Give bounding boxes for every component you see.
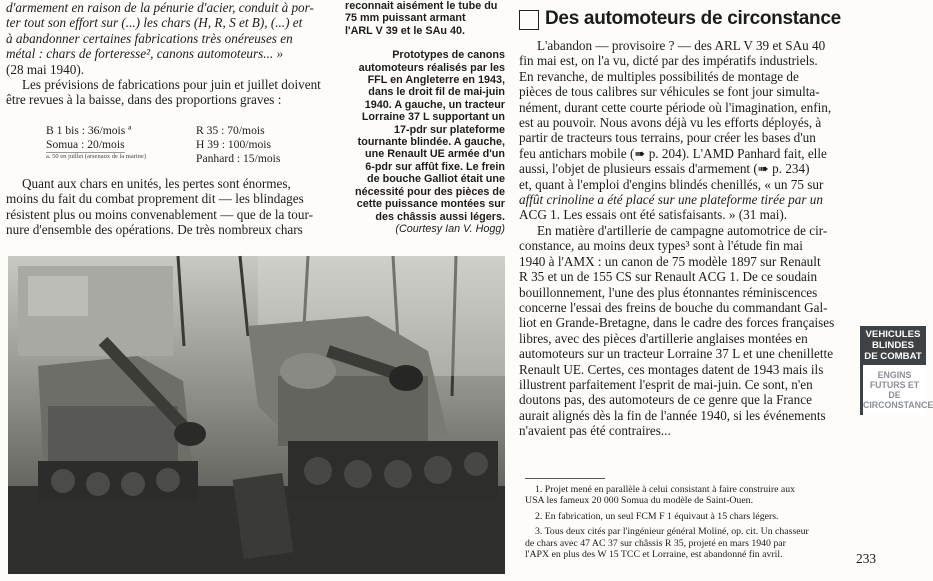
text-line: aussi, l'objet de plusieurs essais d'armement (➠ p. 234) bbox=[519, 161, 810, 177]
photo-credit: (Courtesy Ian V. Hogg) bbox=[395, 222, 505, 235]
table-cell: H 39 : 100/mois bbox=[196, 138, 272, 151]
text-line: à abandonner certaines fabrications très onéreuses en bbox=[6, 30, 293, 46]
footnote bbox=[525, 526, 851, 560]
caption-line: FFL en Angleterre en 1943, bbox=[367, 74, 505, 87]
text-line: est au pouvoir. Nous avons déjà vu les efforts déployés, à bbox=[519, 115, 822, 131]
text-line: partir de tracteurs tous terrains, pour créer les bases d'un bbox=[519, 130, 816, 146]
right-body-text bbox=[519, 38, 849, 439]
footnote-line: l'APX en plus des W 15 TCC et Lorraine, est abandonné fin avril. bbox=[525, 549, 783, 561]
footnote-line: USA les fameux 20 000 Somua du modèle de Saint-Ouen. bbox=[525, 495, 754, 507]
section-heading: Des automoteurs de circonstance bbox=[545, 8, 841, 29]
text-line: résistent plus ou moins convenablement — que de la tour- bbox=[6, 206, 314, 222]
photo-caption bbox=[345, 0, 505, 235]
caption-line: cette puissance montées sur bbox=[356, 198, 505, 211]
text-line: affût crinoline a été placé sur une plateforme tirée par un bbox=[519, 192, 823, 208]
text-line: bouillonnement, l'une des plus étonnantes réminiscences bbox=[519, 284, 818, 300]
chapter-tab-section bbox=[860, 365, 933, 415]
page-number: 233 bbox=[856, 551, 877, 566]
text-line: métal : chars de forteresse², canons automoteurs... » bbox=[6, 46, 284, 62]
footnote bbox=[525, 484, 851, 507]
caption-line: tournante blindée. A gauche, bbox=[357, 136, 505, 149]
table-cell: Somua : 20/mois bbox=[46, 138, 125, 151]
caption-line: 17-pdr sur plateforme bbox=[394, 123, 505, 136]
chapter-tab-active bbox=[860, 326, 926, 365]
text-line: feu antichars mobile (➠ p. 204). L'AMD Panhard fait, elle bbox=[519, 145, 827, 161]
tab-line: ENGINS bbox=[877, 370, 912, 380]
footnote-line: 3. Tous deux cités par l'ingénieur général Moliné, op. cit. Un chasseur bbox=[535, 526, 809, 538]
text-line: automoteurs sur un tracteur Lorraine 37 L et une chenillette bbox=[519, 346, 834, 362]
text-line: Les prévisions de fabrications pour juin et juillet doivent bbox=[22, 77, 321, 93]
text-line: 1940 à l'AMX : un canon de 75 modèle 1897 sur Renault bbox=[519, 253, 821, 269]
left-paragraph-1 bbox=[6, 0, 332, 108]
text-line: En revanche, de multiples possibilités de montage de bbox=[519, 68, 799, 84]
text-line: concerne l'essai des freins de bouche du commandant Gal- bbox=[519, 299, 828, 315]
text-line: pièces de tous calibres sur véhicules se font jour simulta- bbox=[519, 84, 820, 100]
caption-line: de bouche Galliot était une bbox=[367, 173, 505, 186]
text-line: ACG 1. Les essais ont été satisfaisants. » (31 mai). bbox=[519, 207, 788, 223]
text-line: En matière d'artillerie de campagne automotrice de cir- bbox=[537, 222, 828, 238]
table-cell: R 35 : 70/mois bbox=[196, 124, 265, 137]
text-line: être revues à la baisse, dans des proportions graves : bbox=[6, 92, 282, 108]
text-line: constance, au moins deux types³ sont à l'étude fin mai bbox=[519, 238, 803, 254]
text-line: R 35 et un de 155 CS sur Renault ACG 1. De ce soudain bbox=[519, 269, 818, 285]
footnotes bbox=[525, 484, 851, 564]
text-line: et, quant à l'emploi d'engins blindés chenillés, « un 75 sur bbox=[519, 176, 824, 192]
text-line: aurait alignés dès la fin de l'année 1940, si les événements bbox=[519, 407, 826, 423]
text-line: L'abandon — provisoire ? — des ARL V 39 et SAu 40 bbox=[537, 38, 826, 53]
production-table bbox=[46, 124, 306, 166]
text-line: ter tout son effort sur (...) les chars (H, R, S et B), (...) et bbox=[6, 15, 303, 31]
tab-line: VEHICULES bbox=[865, 329, 921, 340]
caption-line: Prototypes de canons bbox=[392, 49, 505, 62]
section-marker-square bbox=[519, 10, 539, 30]
table-cell: Panhard : 15/mois bbox=[196, 152, 281, 165]
text-line: Renault UE. Certes, ces montages datent de 1943 mais ils bbox=[519, 361, 824, 377]
text-line: nément, durant cette courte période où l'imagination, enfin, bbox=[519, 99, 832, 115]
caption-line: 75 mm puissant armant bbox=[345, 12, 466, 25]
caption-line: automoteurs réalisés par les bbox=[358, 61, 505, 74]
chapter-side-tab bbox=[860, 326, 933, 415]
tab-line: BLINDES bbox=[871, 340, 915, 351]
table-row bbox=[46, 124, 306, 138]
vehicle-photo bbox=[8, 256, 505, 574]
text-line: (28 mai 1940). bbox=[6, 61, 85, 77]
text-line: n'avaient pas été contraires... bbox=[519, 423, 671, 439]
footnote-line: de chars avec 47 AC 37 sur châssis R 35, projeté en mars 1940 par bbox=[525, 537, 786, 549]
text-line: liot en Grande-Bretagne, dans le cadre des forces françaises bbox=[519, 315, 835, 331]
caption-line: des châssis aussi légers. bbox=[375, 210, 505, 223]
table-footnote: a. 50 en juillet (arsenaux de la marine) bbox=[46, 153, 146, 160]
tank-destroyers-illustration bbox=[8, 256, 505, 574]
caption-line: 6-pdr sur affût fixe. Le frein bbox=[365, 160, 505, 173]
text-line: d'armement en raison de la pénurie d'acier, conduit à por- bbox=[6, 0, 314, 15]
table-row bbox=[46, 138, 306, 152]
caption-line: reconnait aisément le tube du bbox=[345, 0, 498, 12]
footnote-line: 1. Projet mené en parallèle à celui consistant à faire construire aux bbox=[535, 484, 796, 495]
text-line: libres, avec des pièces d'artillerie anglaises montées en bbox=[519, 330, 808, 346]
caption-top bbox=[345, 0, 505, 37]
table-cell: B 1 bis : 36/mois ª bbox=[46, 124, 132, 137]
table-row bbox=[46, 152, 306, 166]
caption-line: une Renault UE armée d'un bbox=[365, 148, 505, 161]
text-line: illustrent parfaitement l'esprit de mai-juin. Ce sont, n'en bbox=[519, 376, 813, 392]
text-line: Quant aux chars en unités, les pertes sont énormes, bbox=[22, 176, 291, 191]
text-line: fin mai est, on l'a vu, dicté par des impératifs industriels. bbox=[519, 53, 818, 69]
left-paragraph-2 bbox=[6, 176, 332, 238]
tab-line: FUTURS ET DE bbox=[869, 380, 920, 400]
text-line: doutons pas, des automoteurs de ce genre que la France bbox=[519, 392, 812, 408]
tab-line: CIRCONSTANCE bbox=[863, 400, 933, 410]
footnote bbox=[525, 511, 851, 522]
tab-line: DE COMBAT bbox=[864, 351, 922, 362]
caption-main bbox=[345, 49, 505, 235]
text-line: nure d'ensemble des opérations. De très nombreux chars bbox=[6, 222, 303, 238]
caption-line: Lorraine 37 L supportant un bbox=[361, 111, 505, 124]
caption-line: 1940. A gauche, un tracteur bbox=[364, 98, 505, 111]
left-text-column bbox=[6, 0, 332, 108]
footnote-line: 2. En fabrication, un seul FCM F 1 équivaut à 15 chars légers. bbox=[535, 510, 779, 522]
footnote-divider bbox=[525, 478, 605, 479]
caption-line: nécessité pour des pièces de bbox=[354, 185, 505, 198]
text-line: moins du fait du combat proprement dit — les blindages bbox=[6, 191, 304, 207]
caption-line: dans le droit fil de mai-juin bbox=[368, 86, 505, 99]
caption-line: l'ARL V 39 et le SAu 40. bbox=[345, 24, 465, 37]
